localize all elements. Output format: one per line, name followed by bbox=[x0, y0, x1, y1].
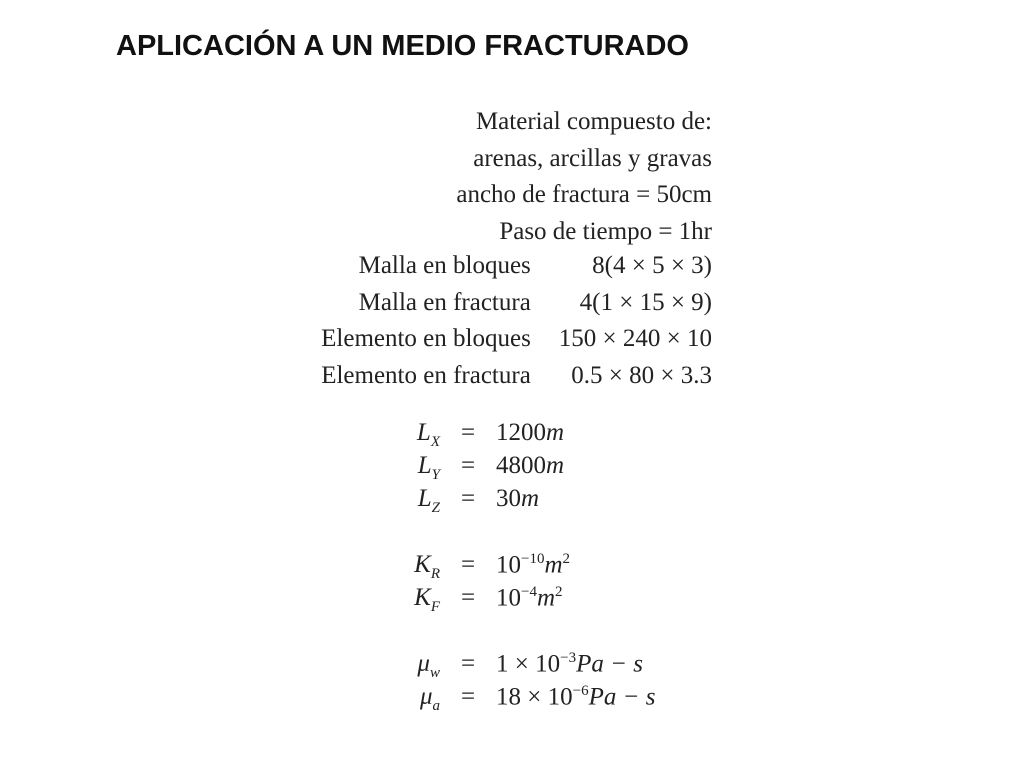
slide-title: APLICACIÓN A UN MEDIO FRACTURADO bbox=[116, 30, 689, 62]
mesh-value: 0.5 × 80 × 3.3 bbox=[571, 361, 712, 389]
dimension-equations bbox=[384, 419, 564, 518]
mesh-label: Malla en fractura bbox=[358, 288, 531, 316]
viscosity-equations bbox=[384, 650, 655, 716]
description-line: ancho de fractura = 50cm bbox=[456, 181, 712, 208]
material-description bbox=[456, 104, 712, 250]
mesh-value: 150 × 240 × 10 bbox=[558, 325, 712, 353]
mesh-value: 8(4 × 5 × 3) bbox=[592, 252, 712, 280]
equals-sign: = bbox=[460, 452, 476, 479]
equals-sign: = bbox=[460, 584, 476, 612]
equation-ly bbox=[384, 452, 564, 485]
equation-value: $18 \times 10^{-6}Pa - s$ bbox=[496, 683, 656, 711]
equation-symbol: $K_F$ bbox=[414, 584, 440, 616]
description-line: Material compuesto de: bbox=[475, 108, 712, 135]
mesh-row bbox=[321, 358, 712, 395]
equation-value: $1 \times 10^{-3}Pa - s$ bbox=[496, 650, 643, 678]
mesh-row bbox=[321, 285, 712, 322]
equation-symbol: $L_X$ bbox=[416, 419, 440, 450]
equation-kf bbox=[384, 584, 570, 617]
equation-value: 1200m bbox=[496, 419, 565, 446]
permeability-equations bbox=[384, 551, 570, 617]
equals-sign: = bbox=[460, 683, 476, 711]
mesh-label: Elemento en fractura bbox=[321, 361, 531, 389]
equation-value: 4800m bbox=[496, 452, 565, 479]
mesh-table bbox=[321, 248, 712, 394]
equation-mu-a bbox=[384, 683, 655, 716]
equals-sign: = bbox=[460, 650, 476, 678]
equation-symbol: $L_Z$ bbox=[417, 485, 440, 516]
mesh-label: Elemento en bloques bbox=[321, 325, 531, 353]
equation-lz bbox=[384, 485, 564, 518]
equation-lx bbox=[384, 419, 564, 452]
mesh-value: 4(1 × 15 × 9) bbox=[579, 288, 712, 316]
equation-symbol: $K_R$ bbox=[414, 551, 440, 583]
equals-sign: = bbox=[460, 551, 476, 579]
mesh-label: Malla en bloques bbox=[358, 252, 531, 280]
equation-symbol: $L_Y$ bbox=[417, 452, 440, 483]
equation-value: $10^{-10}m^2$ bbox=[496, 551, 571, 579]
equation-symbol: $\mu_w$ bbox=[417, 650, 440, 682]
equation-mu-w bbox=[384, 650, 655, 683]
equation-kr bbox=[384, 551, 570, 584]
equation-symbol: $\mu_a$ bbox=[419, 683, 440, 715]
description-line: Paso de tiempo = 1hr bbox=[499, 217, 712, 245]
equals-sign: = bbox=[460, 485, 476, 512]
mesh-row bbox=[321, 321, 712, 358]
equals-sign: = bbox=[460, 419, 476, 446]
equation-value: 30m bbox=[496, 485, 540, 512]
equation-value: $10^{-4}m^2$ bbox=[496, 584, 563, 612]
mesh-row bbox=[321, 248, 712, 285]
description-line: arenas, arcillas y gravas bbox=[473, 144, 712, 172]
